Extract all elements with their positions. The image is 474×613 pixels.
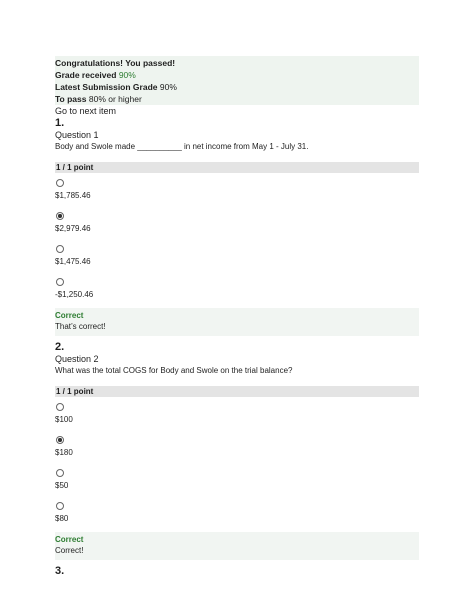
congrats-line — [55, 57, 419, 69]
question-1 — [55, 117, 419, 336]
congrats-text: Congratulations! You passed! — [55, 58, 176, 68]
question-text: Body and Swole made __________ in net income from May 1 - July 31. — [55, 142, 309, 151]
option-label: -$1,250.46 — [55, 290, 94, 299]
option-label: $80 — [55, 514, 69, 523]
points-bar: 1 / 1 point — [55, 386, 419, 397]
option-label: $180 — [55, 448, 73, 457]
go-to-next-item-link[interactable]: Go to next item — [55, 106, 117, 116]
feedback-box — [55, 532, 419, 560]
radio-button[interactable] — [56, 502, 64, 510]
question-number: 3. — [55, 565, 65, 577]
radio-button-selected[interactable] — [56, 212, 64, 220]
answer-option[interactable] — [55, 274, 419, 306]
question-2 — [55, 341, 419, 560]
question-label: Question 1 — [55, 130, 99, 140]
question-number: 2. — [55, 341, 65, 353]
latest-grade-line — [55, 81, 419, 93]
radio-button[interactable] — [56, 179, 64, 187]
feedback-title: Correct — [55, 535, 84, 544]
question-number: 1. — [55, 117, 65, 129]
radio-button[interactable] — [56, 278, 64, 286]
feedback-title: Correct — [55, 311, 84, 320]
quiz-content — [55, 56, 419, 578]
option-label: $1,785.46 — [55, 191, 91, 200]
answer-option[interactable] — [55, 399, 419, 432]
answer-option[interactable] — [55, 498, 419, 530]
answer-option[interactable] — [55, 208, 419, 241]
option-label: $100 — [55, 415, 73, 424]
grade-received-value: 90% — [118, 70, 136, 80]
answer-option[interactable] — [55, 241, 419, 274]
feedback-text: Correct! — [55, 546, 84, 555]
grade-received-line — [55, 69, 419, 81]
question-text: What was the total COGS for Body and Swole on the trial balance? — [55, 366, 293, 375]
radio-button[interactable] — [56, 469, 64, 477]
grade-received-label: Grade received — [55, 70, 117, 80]
feedback-box — [55, 308, 419, 336]
option-label: $50 — [55, 481, 69, 490]
radio-button[interactable] — [56, 245, 64, 253]
option-label: $1,475.46 — [55, 257, 91, 266]
question-3 — [55, 565, 419, 578]
to-pass-line — [55, 93, 419, 105]
result-banner — [55, 56, 419, 105]
answer-option[interactable] — [55, 465, 419, 498]
answer-option[interactable] — [55, 175, 419, 208]
latest-grade-value: 90% — [159, 82, 177, 92]
answer-option[interactable] — [55, 432, 419, 465]
feedback-text: That’s correct! — [55, 322, 106, 331]
to-pass-value: 80% or higher — [88, 94, 142, 104]
to-pass-label: To pass — [55, 94, 87, 104]
radio-button[interactable] — [56, 403, 64, 411]
radio-button-selected[interactable] — [56, 436, 64, 444]
option-label: $2,979.46 — [55, 224, 91, 233]
question-label: Question 2 — [55, 354, 99, 364]
points-bar: 1 / 1 point — [55, 162, 419, 173]
latest-grade-label: Latest Submission Grade — [55, 82, 158, 92]
